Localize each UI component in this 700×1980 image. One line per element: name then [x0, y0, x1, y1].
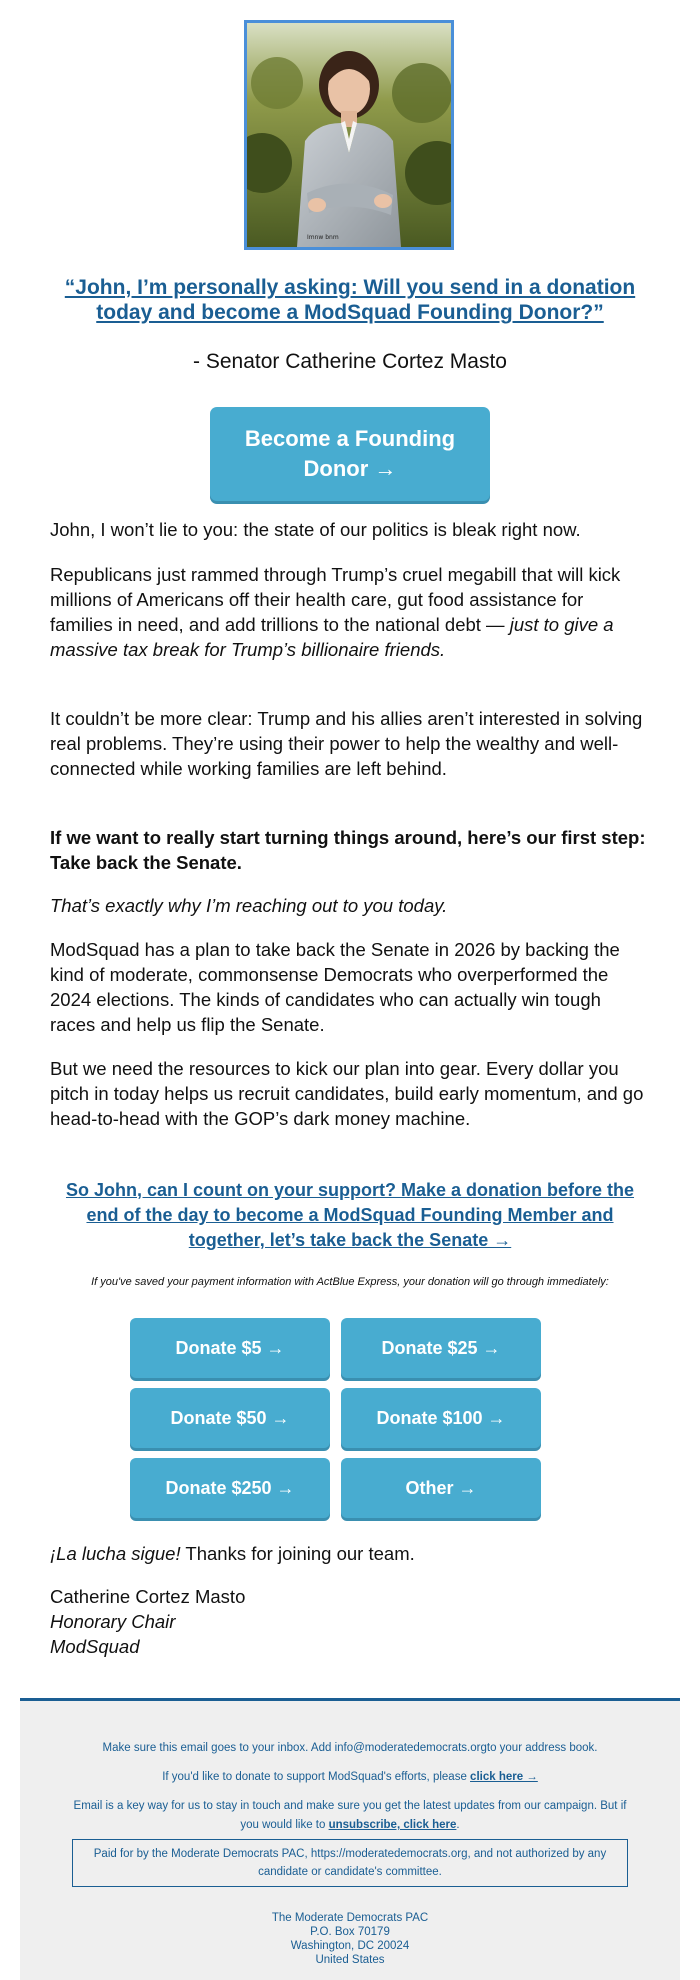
paragraph-3 [50, 706, 650, 781]
footer-inbox-note: Make sure this email goes to your inbox. Add info@moderatedemocrats.orgto your address book. [102, 1742, 598, 1754]
paragraph-1 [50, 517, 650, 542]
signature-block [50, 1584, 650, 1659]
paragraph-3-text: It couldn’t be more clear: Trump and his allies aren’t interested in solving real problems. They’re using their power to help the wealthy and well-connected while working families are left behind. [50, 708, 643, 779]
svg-text:Imnw bnm: Imnw bnm [307, 234, 339, 241]
paragraph-6-text: ModSquad has a plan to take back the Senate in 2026 by backing the kind of moderate, commonsense Democrats who overperformed the 2024 elections. The kinds of candidates who can actually win tough races and help us flip the Senate. [50, 939, 620, 1035]
headline-quote-link[interactable]: “John, I’m personally asking: Will you send in a donation today and become a ModSquad Founding Donor?” [64, 276, 636, 324]
donate-100-button[interactable]: Donate $100 → [341, 1388, 541, 1448]
donate-250-button[interactable]: Donate $250 → [130, 1458, 330, 1518]
support-donation-link[interactable]: So John, can I count on your support? Make a donation before the end of the day to become a ModSquad Founding Member and together, let’s take back the Senate → [65, 1180, 635, 1250]
footer-unsubscribe-link[interactable]: unsubscribe, click here [328, 1819, 457, 1831]
address-line-2: P.O. Box 70179 [310, 1926, 390, 1938]
paragraph-7-text: But we need the resources to kick our plan into gear. Every dollar you pitch in today helps us recruit candidates, build early momentum, and go head-to-head with the GOP’s dark money machine. [50, 1058, 644, 1129]
footer-donate-line [20, 1768, 680, 1787]
actblue-express-note: If you've saved your payment information with ActBlue Express, your donation will go through immediately: [91, 1276, 609, 1288]
signature-name: Catherine Cortez Masto [50, 1586, 246, 1607]
signature-org: ModSquad [50, 1636, 140, 1657]
donate-50-button[interactable]: Donate $50 → [130, 1388, 330, 1448]
donate-other-button[interactable]: Other → [341, 1458, 541, 1518]
signoff-rest: Thanks for joining our team. [180, 1543, 415, 1564]
address-line-1: The Moderate Democrats PAC [271, 1912, 429, 1924]
senator-photo [244, 20, 454, 250]
paid-for-disclaimer: Paid for by the Moderate Democrats PAC, https://moderatedemocrats.org, and not authorized by any candidate or candidate's committee. [72, 1839, 628, 1887]
paragraph-1-text: John, I won’t lie to you: the state of our politics is bleak right now. [50, 519, 581, 540]
portrait-image [247, 23, 451, 247]
headline-attribution: - Senator Catherine Cortez Masto [193, 350, 507, 373]
signature-title: Honorary Chair [50, 1611, 176, 1632]
email-footer [20, 1698, 680, 1980]
footer-email-note [70, 1797, 630, 1835]
signoff-italic: ¡La lucha sigue! [50, 1543, 181, 1564]
footer-donate-link[interactable]: click here → [470, 1771, 538, 1783]
footer-email-end: . [456, 1819, 460, 1831]
paragraph-4-text: If we want to really start turning things around, here’s our first step: Take back the Senate. [50, 827, 646, 873]
paragraph-2-text: Republicans just rammed through Trump’s cruel megabill that will kick millions of Americans off their health care, gut food assistance for families in need, and add trillions to the national debt — [50, 564, 621, 635]
paragraph-5-text: That’s exactly why I’m reaching out to you today. [50, 895, 448, 916]
paragraph-6 [50, 937, 650, 1037]
paragraph-4 [50, 825, 650, 875]
paragraph-2-emphasis: just to give a massive tax break for Trump’s billionaire friends. [50, 614, 614, 660]
signoff-line [50, 1541, 650, 1566]
address-line-4: United States [315, 1954, 385, 1966]
donate-25-button[interactable]: Donate $25 → [341, 1318, 541, 1378]
paragraph-7 [50, 1056, 650, 1131]
paragraph-2 [50, 562, 650, 662]
footer-donate-text: If you'd like to donate to support ModSquad's efforts, please [162, 1771, 471, 1783]
footer-address [20, 1911, 680, 1967]
footer-email-text: Email is a key way for us to stay in touch and make sure you get the latest updates from our campaign. But if you would like to [73, 1800, 627, 1831]
paragraph-5 [50, 893, 650, 918]
donate-5-button[interactable]: Donate $5 → [130, 1318, 330, 1378]
address-line-3: Washington, DC 20024 [290, 1940, 410, 1952]
become-founding-donor-button[interactable]: Become a Founding Donor → [210, 407, 490, 501]
